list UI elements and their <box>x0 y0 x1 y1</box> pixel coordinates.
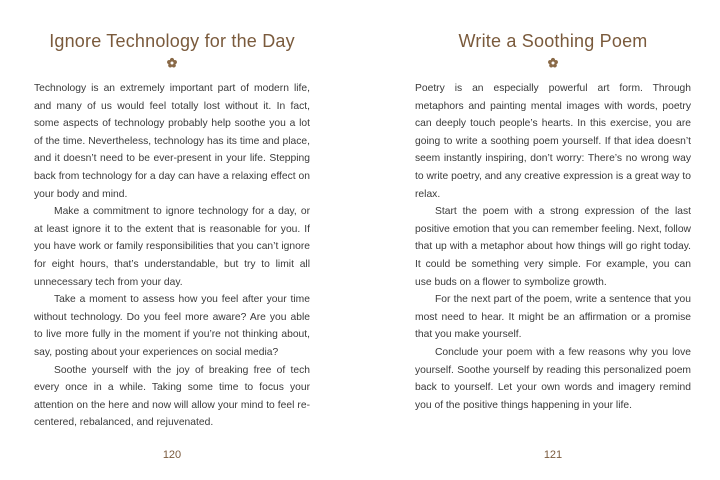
page-title: Ignore Technology for the Day <box>49 31 295 51</box>
paragraph: Conclude your poem with a few reasons why you love yourself. Soothe yourself by reading this personalized poem back to yourself. Let your own words and imagery remind you of the positive things happening in your life. <box>415 346 691 411</box>
body-text <box>415 80 691 414</box>
flower-ornament-icon <box>34 56 310 70</box>
paragraph: Start the poem with a strong expression of the last positive emotion that you can remember feeling. Next, follow that up with a metaphor about how things will go right today. It could be something very simple. For example, you can use buds on a flower to symbolize growth. <box>415 206 691 288</box>
right-page <box>415 0 691 480</box>
paragraph: For the next part of the poem, write a sentence that you most need to hear. It might be an affirmation or a promise that you make yourself. <box>415 294 691 341</box>
flower-ornament-icon <box>415 56 691 70</box>
paragraph: Poetry is an especially powerful art form. Through metaphors and painting mental images with words, poetry can deeply touch people’s hearts. In this exercise, you are going to write a soothing poem yourself. If that idea doesn’t seem instantly inspiring, don’t worry: There’s no wrong way to write poetry, and any creative expression is a great way to relax. <box>415 83 691 200</box>
page-title: Write a Soothing Poem <box>458 31 648 51</box>
paragraph: Technology is an extremely important part of modern life, and many of us would feel totally lost without it. In fact, some aspects of technology probably help soothe you a lot of the time. Nevertheless, technology has its time and place, and it doesn’t need to be ever-present in your life. Stepping back from technology for a day can have a relaxing effect on your body and mind. <box>34 83 310 200</box>
left-page <box>34 0 310 480</box>
paragraph: Make a commitment to ignore technology for a day, or at least ignore it to the extent that is reasonable for you. If you have work or family responsibilities that you can’t ignore for eight hours, that’s understandable, but try to limit all unnecessary tech from your day. <box>34 206 310 288</box>
page-number: 120 <box>162 449 182 461</box>
page-number: 121 <box>543 449 563 461</box>
paragraph: Soothe yourself with the joy of breaking free of tech every once in a while. Taking some time to focus your attention on the here and now will allow your mind to feel re-centered, rebalanced, and rejuvenated. <box>34 364 310 429</box>
body-text <box>34 80 310 432</box>
paragraph: Take a moment to assess how you feel after your time without technology. Do you feel more aware? Are you able to live more fully in the moment if you’re not thinking about, say, posting about your experiences on social media? <box>34 294 310 358</box>
